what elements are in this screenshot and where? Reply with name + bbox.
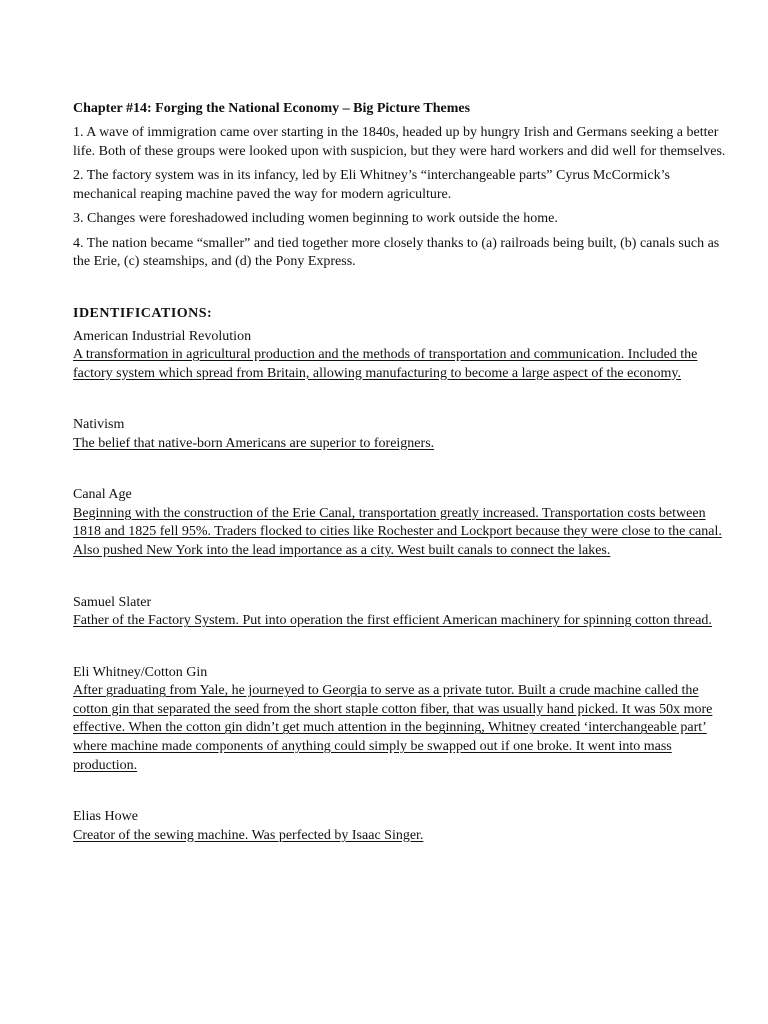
identifications-list bbox=[73, 328, 728, 846]
identification-entry bbox=[73, 416, 728, 453]
theme-item: 4. The nation became “smaller” and tied together more closely thanks to (a) railroads being built, (b) canals such as the Erie, (c) steamships, and (d) the Pony Express. bbox=[73, 235, 720, 269]
term-name: Eli Whitney/Cotton Gin bbox=[73, 664, 208, 680]
identification-entry bbox=[73, 594, 728, 631]
theme-item: 3. Changes were foreshadowed including women beginning to work outside the home. bbox=[73, 211, 558, 226]
identifications-heading: IDENTIFICATIONS: bbox=[73, 305, 213, 321]
chapter-title: Chapter #14: Forging the National Economy – Big Picture Themes bbox=[73, 101, 471, 116]
term-definition: Creator of the sewing machine. Was perfected by Isaac Singer. bbox=[73, 827, 424, 843]
term-definition: After graduating from Yale, he journeyed to Georgia to serve as a private tutor. Built a crude machine called the cotton gin that separated the seed from the short staple cotton fiber, that was usually hand picked. It was 50x more effective. When the cotton gin didn’t get much attention in the beginning, Whitney created ‘interchangeable part’ where machine made components of anything could simply be swapped out if one broke. It went into mass production. bbox=[73, 683, 713, 773]
term-definition: A transformation in agricultural production and the methods of transportation and communication. Included the factory system which spread from Britain, allowing manufacturing to become a large aspect of the economy. bbox=[73, 347, 698, 381]
identification-entry bbox=[73, 664, 728, 775]
term-name: Elias Howe bbox=[73, 809, 138, 825]
term-name: American Industrial Revolution bbox=[73, 328, 252, 344]
term-name: Samuel Slater bbox=[73, 594, 152, 610]
identification-entry bbox=[73, 808, 728, 845]
term-definition: Beginning with the construction of the Erie Canal, transportation greatly increased. Transportation costs between 1818 and 1825 fell 95%. Traders flocked to cities like Rochester and Lockport because they were close to the canal. Also pushed New York into the lead importance as a city. West built canals to connect the lakes. bbox=[73, 505, 722, 558]
term-name: Canal Age bbox=[73, 487, 132, 503]
identification-entry bbox=[73, 328, 728, 384]
theme-item: 1. A wave of immigration came over starting in the 1840s, headed up by hungry Irish and Germans seeking a better life. Both of these groups were looked upon with suspicion, but they were hard workers and did well for themselves. bbox=[73, 125, 726, 159]
term-definition: The belief that native-born Americans are superior to foreigners. bbox=[73, 435, 435, 451]
identification-entry bbox=[73, 486, 728, 560]
term-definition: Father of the Factory System. Put into operation the first efficient American machinery for spinning cotton thread. bbox=[73, 613, 712, 629]
themes-list bbox=[73, 124, 728, 272]
term-name: Nativism bbox=[73, 417, 125, 433]
theme-item: 2. The factory system was in its infancy, led by Eli Whitney’s “interchangeable parts” Cyrus McCormick’s mechanical reaping machine paved the way for modern agriculture. bbox=[73, 168, 670, 202]
